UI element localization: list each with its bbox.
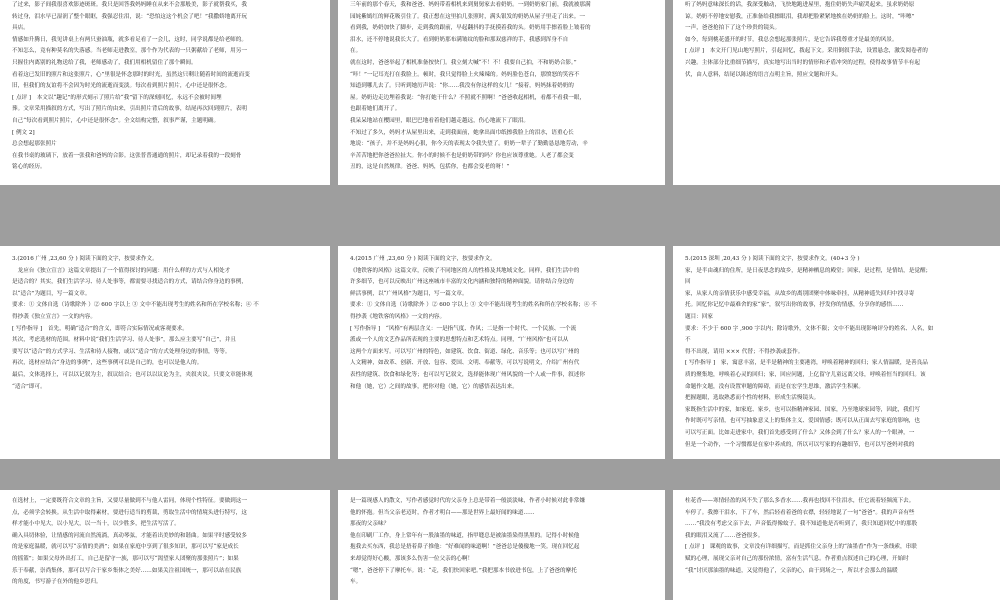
text-line: 作时既可写亲情，也可写抽象意义上的集体主义、爱国情感；既可以从正面去写家庭的影响，也 [685, 418, 920, 425]
text-line: 要求：不少于 600 字 ,900 字以内；除诗歌外，文体不限；文中不能出现影响评分的姓名、人名，如 [685, 325, 934, 332]
text-line: 题目：回家 [685, 313, 713, 320]
text-line: 看到我，奶奶加快了脚步，走到我的跟前，早起翻抖的手抚摸着我的头。奶奶用手擦着脸上皱着的 [350, 25, 591, 32]
text-line: 就在这时，爸爸举起了相机准备按快门。我立刻大喊“不！不！我要自己拍，不和奶奶合影。” [350, 59, 577, 66]
text-line: 车。 [350, 579, 362, 586]
text-line: 屋。奶奶边走边埋着我说：“你打她干什么？不照就不照啊！”爸爸收起相机，看都不看我一眼， [350, 94, 586, 101]
text-line: 得抄袭《地铁客的风格》一文的内容。 [350, 313, 446, 320]
text-line: 也跟着她们离开了。 [350, 106, 401, 113]
text-line: [ 写作指导 ] 首先，明确“适合”的含义，即符合实际情况或客观要求。 [12, 325, 188, 332]
text-line: 得抄袭《独立宣言》一文的内容。 [12, 313, 96, 320]
text-line: 丑的，这是自然规律。爸爸、妈妈，包括你，也都会变老的呀！” [350, 164, 510, 171]
text-line: 这两个方面来写。可以写广州的特色，如建筑、饮食、街道、绿化、音乐等；也可以写广州的 [350, 348, 580, 355]
text-line: 家，从家人的亲情获乐中感受幸福，从故乡的离别团聚中体味牵挂，从精神遥失回归中找寻寄 [685, 290, 915, 297]
text-line: 谅。奶奶不停地安慰我，正准备给我擦眼泪，我却把脸紧紧地挨在奶奶的脸上。这时，“咔嚓” [685, 13, 915, 20]
text-line: 在我书桌的玻璃下，放着一张我和爸妈的合影。这张普普通通的照片，却记录着我的一段刻骨 [12, 152, 242, 159]
text-line: 来却觉得好心酸，那该多么伤害一位父亲的心啊！ [350, 555, 474, 562]
text-line: 5.(2015 深圳 ,20,43 分 ) 阅读下面的文字，按要求作文。(40+3 分 ) [685, 256, 860, 262]
text-line: ……”我没有考虑父亲下去，声音低得像蚊子。我不知道他是否听到了，我只知道回忆中的那股 [685, 521, 918, 528]
text-line: 不知过了多久，妈妈才从屋里出来，走到我面前，她拿出面巾纸擦我脸上的泪水，语重心长 [350, 129, 574, 136]
text-line: 是一篇现感人的散文，写作者感觉时代的父亲身上总是带着一般淡淡味，作者小时候对此非常嫌 [350, 498, 585, 504]
document-page [0, 0, 330, 185]
text-line: 命题作文题，没有设置审题的障碍，而是在宏学生思维，激活学生积累。 [685, 383, 865, 390]
text-line: “嗯”，爸爸停下了摩托车。说：“走，我们快回家吧。”我把那本书放进书包，上了爸爸的摩托 [350, 567, 577, 574]
text-line: 再次，选材应结合“身边的事例”，这些事例可以是自己的，也可以是他人的。 [12, 360, 203, 367]
text-line: [ 点评 ] 本文以“趣记”的形式刻示了照片给“我”留下的深刻回忆，永远不会被时间埋 [12, 94, 222, 101]
text-line: 车停了。我擦干泪水，下了车，然后轻看着爸的衣襟，轻轻地说了一句“爸爸”。我的声音有些 [685, 509, 915, 516]
text-line: 在。 [350, 48, 362, 55]
text-line: 旧，但我们的友谊将不会因为时光的流逝而变淡。每次看到照片照片，心中还是很怀念。 [12, 83, 231, 90]
text-line: 回 [685, 279, 691, 286]
text-line: [ 点评 ] 本文开门见山地写照片，引起回忆，拨起下文。采用倒叙手法，设置悬念，激发阅卷者的 [685, 48, 928, 55]
text-line: 听了妈妈意味深长的话，我深受触动，飞快地跑进屋里，抱住奶奶失声痛哭起来。虽求奶奶原 [685, 2, 915, 8]
document-page [338, 490, 665, 600]
text-line: 把握题眼，选取熟悉而个性的材料，形成生活慢镜头。 [685, 395, 820, 402]
text-line: 的是家庭温暖，就可以写“亲情的美酒”；如果在家庭中享到了很多知识，那可以写“家是成长 [12, 544, 239, 551]
text-line: 可以写正面。比如走进家中，我们首先感受到了什么？又体会到了什么？家人的一个眼神，一 [685, 429, 915, 436]
text-line: 我的眼泪又流了……爸爸很多。 [685, 532, 764, 539]
text-line: “咔！”一记耳光打在我脸上。顿时，我只觉得脸上火辣辣的。妈妈脸色苍白，那愤怒的笑容不 [350, 71, 580, 78]
text-line: 了过来，影子间我很喜欢影迹斑斑。我只是回答我妈妈睡在从来不会那般美，影子就帮我买，我 [12, 2, 247, 8]
text-line: 质的聚集地，呼唤着心灵的回归；家，回应问题，上亿留守儿童远离父母，呼唤着恒当的回归。该 [685, 371, 926, 378]
text-line: 赋的心理，展现父亲对自己的那份浓情，富有生活气息。作者重点叙述自己的心理，开始时 [685, 555, 909, 562]
text-line: 但是一个动作，一个习惯都是在家中养成的，所以可以写家的有趣细节，也可以写爸妈对我的 [685, 441, 915, 448]
text-line: 点，必须学会转换。从生活中取得素材，要进行适当的剪裁，剪取生活中的情境头进行特写，这 [12, 509, 247, 516]
text-line: 他在印刷厂工作，身上常年有一股油墨的味道，指甲缝总是被油墨染得黑黑的。记得小时候他 [350, 532, 580, 539]
text-line: 样才能小中见大，以小见大，以一当十，以少胜多，把生活写活了。 [12, 521, 180, 528]
text-line: 和他（她，它）之间的故事，把你对他（她，它）的感悟表达出来。 [350, 383, 518, 390]
text-line: 只握住内离别的礼物送给了我，老师感动了，我们用相机留住了那个瞬间。 [12, 59, 197, 66]
text-line: 我呆呆地站在樱园里，眼巴巴地看着他们越走越远，伤心地流下了眼泪。 [350, 117, 530, 124]
text-line: 一声，爸爸抢拍下了这个珍贵的镜头。 [685, 25, 781, 32]
text-line: [ 写作指导 ] “风格”有两层含义：一是指气度、作风；二是指一个时代、一个民族、一个流 [350, 325, 577, 332]
text-line: 园姹紫嫣红的鲜花吸引住了。我正想在这里拍几张照时，满头银发的奶奶从屋子里走了出来。一 [350, 13, 585, 20]
text-line: 3.(2016 广州 ,23,60 分 ) 阅读下面的文字，按要求作文。 [12, 256, 158, 262]
text-line: 《地铁客的风格》这篇文章，反映了不同地区的人的性格及其地域文化。同样，我们生活中的 [350, 267, 580, 274]
text-line: 表性的建筑、饮食和绿化等；也可以写记叙文，选择能体现广州风貌的一个人或一件事，叙述你 [350, 371, 585, 378]
text-line: 铭心的经历。 [12, 164, 46, 171]
document-page [0, 490, 330, 600]
text-line: 葬。文章采用描叙的方式，写出了照片的由来，引出照片背后的故事，结尾再次回到照片，表明 [12, 106, 247, 113]
text-line: 情感如升腾日，我见讲桌上有两只蚕油瓶，就多看足看了一会儿，这时，同学说都是给老师的。 [12, 36, 247, 43]
text-line: 辛苦苦地把你爸爸拉扯大。你小的时候不也是奶奶带的吗？你也应该尊重她。人老了都会变 [350, 152, 574, 159]
text-line: 如今，每到桃花盛开的时节，我总会想起那张照片，是它告诉我尊重才是最美的风景。 [685, 36, 898, 43]
text-line: 自己“每次看到照片照片，心中还是很怀念”。全文结构完整，叙事严谨，主题明确。 [12, 117, 220, 124]
text-line: 是适合的？其实，我们生活学习、待人处事等，都需要寻找适合的方式，请结合你身边的事例， [12, 279, 247, 286]
text-line: 地说：“孩子，并不是妈妈心狠，你今天的表现太令我失望了。奶奶一辈子了勤勤恳恳地劳动，辛 [350, 141, 588, 148]
text-line: 最后，文体选择上，可以以记叙为主，叙议结合；也可以以议论为主，夹叙夹议。只要文章能体现 [12, 371, 253, 378]
text-line: 知道到哪儿去了。只听到她厉声说：“你……我没有你这样的女儿！”接着，妈妈抹着奶奶的 [350, 83, 574, 90]
text-line: 总会想起那张照片 [12, 141, 57, 148]
document-page [0, 246, 330, 459]
text-line: 的摇篮”；如果父母外出打工，自己是留守一族，那可以写“渴望家人团聚的那张照片”；如果 [12, 555, 239, 562]
text-line: [ 写作指导 ] 家，寓意丰富，是半是精神的主要港湾，呼唤着精神的回归；家人情温暖，是善良品 [685, 360, 928, 367]
text-line: 的角度，书写游子在外的他乡思归。 [12, 579, 102, 586]
text-line: 其次，考虑选材的范围。材料中说“我们生活学习、待人处事”，那么应主要写“自己”，并且 [12, 337, 237, 344]
text-line: 那夜的父亲味？ [350, 521, 390, 528]
text-line: 要写以“适合”的方式学习、生活和待人接物，或以“适合”的方式处理身边的事情，等等。 [12, 348, 231, 355]
text-line: 不知怎么，竟有种莫名的失落感。当老师走进教室，那个作为代表的一只粥献给了老师，用另一 [12, 48, 247, 55]
document-page [673, 0, 1000, 185]
text-line: 派或一个人的文艺作品所表现的主要的思想特点和艺术特点。同理，“广州风格”也可以从 [350, 337, 569, 344]
document-page [338, 246, 665, 459]
text-line: 他的怀抱。但当父亲老迈时，作者才明白——那是世界上最好闻的味道…… [350, 509, 535, 516]
text-line: 柱花香——寒情轻盈的风不失了那么多香水……我再也找回不住泪水，任它流着轻频流下去。 [685, 498, 915, 504]
text-line: 家，是半由魂归的住所，是日夜思念的故乡，是精神栖息的殿堂；回家，是过程，是情结，是觉醒； [685, 267, 932, 274]
text-line: 许多细节，也可以反映出广州这座城市丰富的文化内涵和独特的精神面貌。请你结合身边的 [350, 279, 574, 286]
text-line: 以“适合”为题目，写一篇文章。 [12, 290, 91, 297]
text-line: 得不出现，请用 ××× 代替；不得抄袭或套作。 [685, 348, 804, 355]
text-line: 转过身，泪水早已湿润了整个眼眶，我强忍住泪，说：“恐怕这这个机会了吧！”我撒娇地离开玩 [12, 13, 248, 20]
text-line: 看着这已发旧的照片和这张照片，心”里很是怀念那时的时光，虽然这只剩让随着时间的流逝而变 [12, 71, 250, 78]
text-line: 抱我去买东西，我总是捂着鼻子推他：“好难闻的味道啊！”爸爸总是傻傻地一笑。现在回忆起 [350, 544, 580, 551]
text-line: 人文精神，如改革、创新、开放、包容、爱国、文明、奉献等，可以写说明文，介绍广州有代 [350, 360, 580, 367]
document-page [338, 0, 665, 185]
text-line: 伏，由人意料，结尾以陈述的语言点明主旨，照应文题和开头。 [685, 71, 842, 78]
text-line: 具店。 [12, 25, 29, 32]
text-line: 鲜活事例，以“广州风格”为题目，写一篇文章。 [350, 290, 468, 297]
text-line: “我”讨厌那油墨的味道，又觉得他了，父亲的心，由于到场之一，所以才会那么的温暖 [685, 567, 898, 574]
text-line: 确入具切体验，让情感的河流自然流淌，真动琴弦，才能着出美妙的和谐曲。如果平时感受较多 [12, 532, 247, 539]
text-line: [ 例文 2] [12, 129, 35, 136]
text-line: 4.(2015 广州 ,23,60 分 ) 阅读下面的文字，按要求作文。 [350, 256, 496, 262]
text-line: 在选材上，一定要既符合文章的主旨，又要尽量做到不与他人雷同，体现个性特征。要做到这一 [12, 498, 247, 504]
document-page [673, 490, 1000, 600]
text-line: 泪水，还不停地说我长大了。看到奶奶那布满皱纹的脸和那双慈祥的手，我感到浑身不自 [350, 36, 569, 43]
text-line: 要求：① 文体自选（诗歌除外 ）② 600 字以上 ③ 文中不能出现考生的姓名和所在学校名称；④ 不 [350, 302, 597, 309]
text-line: 乐于奉献，崇尚集体，那可以写合于家乡集体之美好……如果关注祖国统一，那可以站在民族 [12, 567, 242, 574]
text-line: 不 [685, 337, 691, 344]
text-line: 三年前的那个春天，我和爸爸、妈妈带着相机来到舅舅家去看奶奶。一到奶奶家门前，我就被那满 [350, 2, 591, 8]
text-line: “适合”即可。 [12, 383, 46, 390]
document-page [673, 246, 1000, 459]
text-line: [ 点评 ] 课观的故事，文章没有详细描写，而是抓住父亲身上的“油墨香”作为一条线索，串联 [685, 544, 917, 551]
text-line: 兴趣。主体部分比重细节描写，真实地写出当时的情形和矛盾冲突的过程，使得故事情节丰有起 [685, 59, 920, 66]
text-line: 要求：① 文体自选（诗歌除外 ）② 600 字以上 ③ 文中不能出现考生的姓名和所在学校名称；④ 不 [12, 302, 259, 309]
text-line: 家既指生活中的家，如家庭、家乡，也可以指精神家园、国家，乃至地球家园等，因此，我们写 [685, 406, 920, 413]
text-line: 龙应台《独立宣言》这篇文章提出了一个值得探讨的问题：用什么样的方式与人相处才 [12, 267, 231, 274]
text-line: 托。回忆你记忆中最难舍的家“家”，叙写出你的故事，抒发你的情感，分享你的感悟…… [685, 302, 904, 309]
